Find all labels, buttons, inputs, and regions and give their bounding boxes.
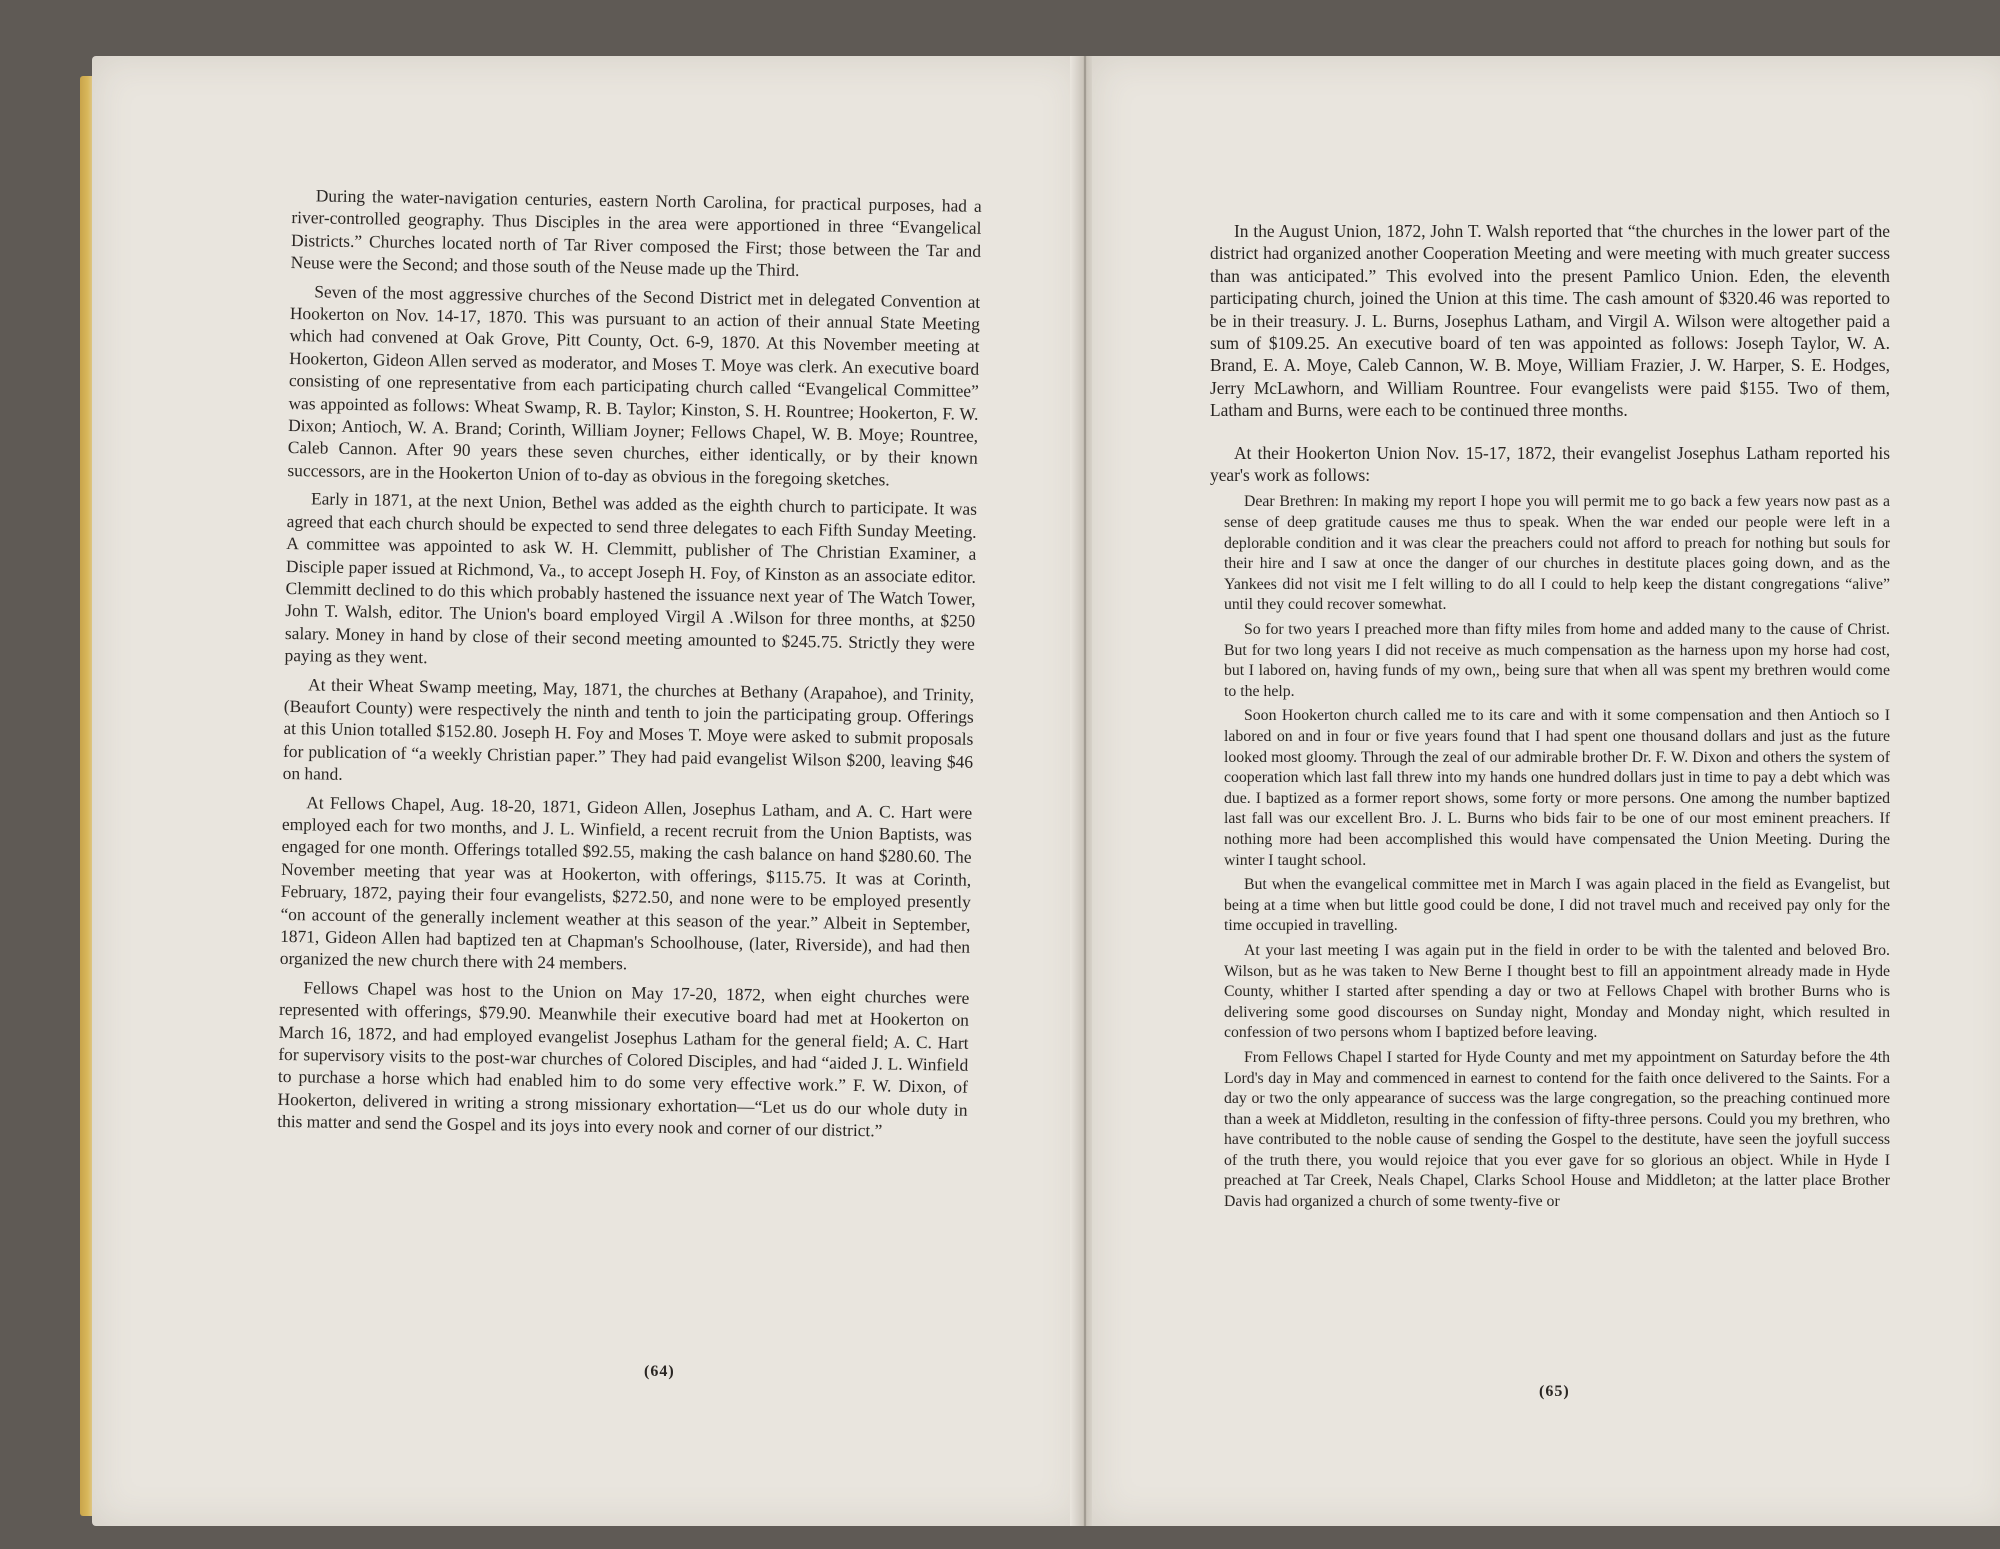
page-number: (65)	[1539, 1383, 1570, 1400]
left-page-text	[277, 184, 982, 1149]
page-number: (64)	[644, 1363, 675, 1380]
paragraph: At Fellows Chapel, Aug. 18-20, 1871, Gideon Allen, Josephus Latham, and A. C. Hart were employed each for two months, and J. L. Winfield, a recent recruit from the Union Baptists, was engaged for one month. Offerings totalled $92.55, making the cash balance on hand $280.60. The November meeting that year was at Hookerton, with offerings, $115.75. It was at Corinth, February, 1872, paying their four evangelists, $272.50, and none were to be employed presently “on account of the generally inclement weather at this season of the year.” Albeit in September, 1871, Gideon Allen had baptized ten at Chapman's Schoolhouse, (later, Riverside), and had then organized the new church there with 24 members.	[279, 791, 973, 974]
letter-paragraph: At your last meeting I was again put in the field in order to be with the talented and beloved Bro. Wilson, but as he was taken to New Berne I thought best to fill an appointment already made in Hyde County, whither I started after spending a day or two at Fellows Chapel with brother Burns who is delivering some good discourses on Sunday night, Monday and Monday night, which resulted in confession of two persons whom I baptized before leaving.	[1224, 941, 1890, 1042]
open-book	[52, 56, 1970, 1526]
paragraph: Fellows Chapel was host to the Union on May 17-20, 1872, when eight churches were represented with offerings, $79.90. Meanwhile their executive board had met at Hookerton on March 16, 1872, and had employed evangelist Josephus Latham for the general field; A. C. Hart for supervisory visits to the post-war churches of Colored Disciples, and had “aided J. L. Winfield to purchase a horse which had enabled him to do some very effective work.” F. W. Dixon, of Hookerton, delivered in writing a strong missionary exhortation—“Let us do our whole duty in this matter and send the Gospel and its joys into every nook and corner of our district.”	[277, 977, 970, 1141]
letter-paragraph: From Fellows Chapel I started for Hyde County and met my appointment on Saturday before the 4th Lord's day in May and commenced in earnest to contend for the faith once delivered to the Saints. For a day or two the only appearance of success was the large congregation, so the preaching continued more than a week at Middleton, resulting in the confession of fifty-three persons. Could you my brethren, who have contributed to the noble cause of sending the Gospel to the destitute, have seen the joyfull success of the truth there, you would rejoice that you ever gave for so glorious an object. While in Hyde I preached at Tar Creek, Neals Chapel, Clarks School House and Middleton; at the latter place Brother Davis had organized a church of some twenty-five or	[1224, 1048, 1890, 1211]
paragraph: At their Hookerton Union Nov. 15-17, 1872, their evangelist Josephus Latham reported his year's work as follows:	[1210, 442, 1890, 486]
paragraph: Seven of the most aggressive churches of the Second District met in delegated Convention at Hookerton on Nov. 14-17, 1870. This was pursuant to an action of their annual State Meeting which had convened at Oak Grove, Pitt County, Oct. 6-9, 1870. At this November meeting at Hookerton, Gideon Allen served as moderator, and Moses T. Moye was clerk. An executive board consisting of one representative from each participating church called “Evangelical Committee” was appointed as follows: Wheat Swamp, R. B. Taylor; Kinston, S. H. Rountree; Hookerton, F. W. Dixon; Antioch, W. A. Brand; Corinth, William Joyner; Fellows Chapel, W. B. Moye; Rountree, Caleb Cannon. After 90 years these seven churches, either identically, or by their known successors, are in the Hookerton Union of to-day as obvious in the foregoing sketches.	[287, 280, 981, 490]
right-page-text	[1210, 220, 1890, 1217]
left-page	[92, 56, 1082, 1526]
letter-paragraph: But when the evangelical committee met in March I was again placed in the field as Evangelist, but being at a time when but little good could be done, I did not travel much and received pay only for the time occupied in travelling.	[1224, 876, 1890, 935]
paragraph: At their Wheat Swamp meeting, May, 1871, the churches at Bethany (Arapahoe), and Trinity, (Beaufort County) were respectively the ninth and tenth to join the participating group. Offerings at this Union totalled $152.80. Joseph H. Foy and Moses T. Moye were asked to submit proposals for publication of “a weekly Christian paper.” They had paid evangelist Wilson $200, leaving $46 on hand.	[282, 673, 975, 785]
right-page	[1092, 56, 2000, 1526]
letter-quote	[1224, 492, 1890, 1212]
letter-paragraph: Soon Hookerton church called me to its care and with it some compensation and then Antioch so I labored on and in four or five years found that I had spent one thousand dollars and just as the future looked most gloomy. Through the zeal of our admirable brother Dr. F. W. Dixon and others the system of cooperation which last fall threw into my hands one hundred dollars just in time to pay a debt which was due. I baptized as a former report shows, some forty or more persons. One among the number baptized last fall was our excellent Bro. J. L. Burns who bids fair to be one of our most eminent preachers. If nothing more had been accomplished this would have compensated the Union Meeting. During the winter I taught school.	[1224, 707, 1890, 869]
letter-paragraph: Dear Brethren: In making my report I hope you will permit me to go back a few years now past as a sense of deep gratitude causes me thus to speak. When the war ended our people were left in a deplorable condition and it was clear the preachers could not afford to preach for nothing but souls for their hire and I saw at once the danger of our churches in destitute places going down, and as the Yankees did not visit me I felt willing to do all I could to help keep the distant congregations “alive” until they could recover somewhat.	[1224, 493, 1890, 614]
letter-paragraph: So for two years I preached more than fifty miles from home and added many to the cause of Christ. But for two long years I did not receive as much compensation as the harness upon my horse had cost, but I labored on, having funds of my own,, being sure that when all was spent my brethren would come to the help.	[1224, 621, 1890, 700]
paragraph: In the August Union, 1872, John T. Walsh reported that “the churches in the lower part of the district had organized another Cooperation Meeting and were meeting with much greater success than was anticipated.” This evolved into the present Pamlico Union. Eden, the eleventh participating church, joined the Union at this time. The cash amount of $320.46 was reported to be in their treasury. J. L. Burns, Josephus Latham, and Virgil A. Wilson were altogether paid a sum of $109.25. An executive board of ten was appointed as follows: Joseph Taylor, W. A. Brand, E. A. Moye, Caleb Cannon, W. B. Moye, William Frazier, J. W. Harper, S. E. Hodges, Jerry McLawhorn, and William Rountree. Four evangelists were paid $155. Two of them, Latham and Burns, were each to be continued three months.	[1210, 221, 1890, 421]
paragraph: Early in 1871, at the next Union, Bethel was added as the eighth church to participate. It was agreed that each church should be expected to send three delegates to each Fifth Sunday Meeting. A committee was appointed to ask W. H. Clemmitt, publisher of The Christian Examiner, a Disciple paper issued at Richmond, Va., to accept Joseph H. Foy, of Kinston as an associate editor. Clemmitt declined to do this which probably hastened the issuance next year of The Watch Tower, John T. Walsh, editor. The Union's board employed Virgil A .Wilson for three months, at $250 salary. Money in hand by close of their second meeting amounted to $245.75. Strictly they were paying as they went.	[284, 488, 978, 668]
paragraph: During the water-navigation centuries, eastern North Carolina, for practical purposes, had a river-controlled geography. Thus Disciples in the area were apportioned in three “Evangelical Districts.” Churches located north of Tar River composed the First; those between the Tar and Neuse were the Second; and those south of the Neuse made up the Third.	[290, 185, 982, 281]
